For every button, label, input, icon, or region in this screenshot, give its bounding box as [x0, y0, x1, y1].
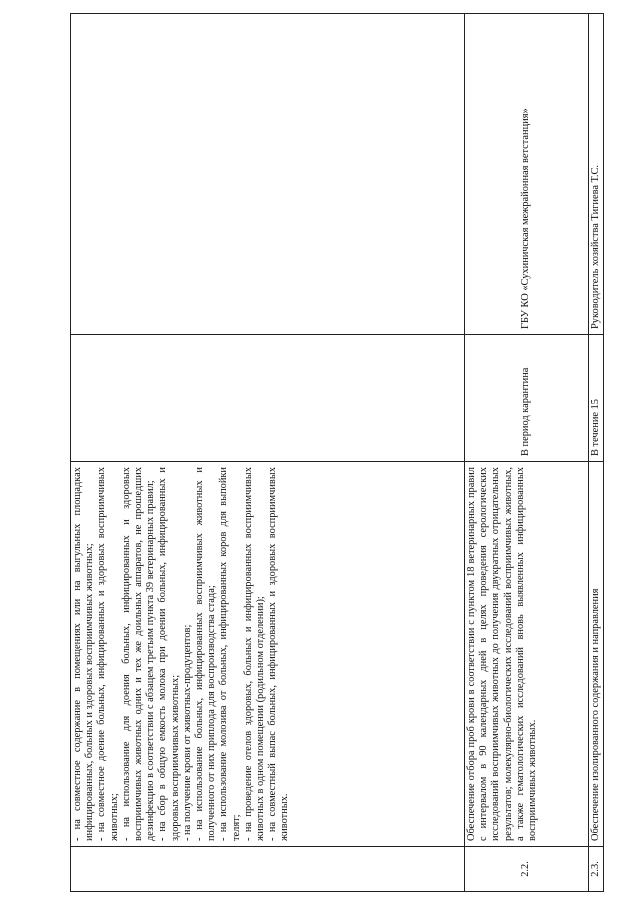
list-item: - на совместный выпас больных, инфицированных и здоровых восприимчивых животных.	[267, 467, 291, 841]
responsible-cell	[71, 14, 465, 335]
deadline-cell: В течение 15	[589, 335, 604, 462]
row-number-cell	[71, 847, 465, 892]
measures-table	[70, 13, 604, 892]
deadline-cell	[71, 335, 465, 462]
deadline-cell: В период карантина	[465, 335, 589, 462]
list-item: - на совместное содержание в помещениях или на выгульных площадках инфицированных, больных и здоровых восприимчивых животных;	[72, 467, 96, 841]
measure-text-cell: Обеспечение отбора проб крови в соответствии с пунктом 18 ветеринарных правил с интервалом в 90 календарных дней в целях проведения серологических исследований восприимчивых животных до получения двукратных отрицательных результатов; молекулярно-биологических исследований восприимчивых животных, а также гематологических исследований вновь выявленных инфицированных восприимчивых животных.	[465, 462, 589, 847]
table-row	[589, 14, 604, 892]
list-item: - на использование больных, инфицированных восприимчивых животных и полученного от них приплода для воспроизводства стада;	[194, 467, 218, 841]
list-item: - на использование молозива от больных, инфицированных коров для выпойки телят;	[218, 467, 242, 841]
row-number-cell: 2.3.	[589, 847, 604, 892]
table-row	[465, 14, 589, 892]
measure-text-cell: Обеспечение изолированного содержания и направления	[589, 462, 604, 847]
responsible-cell: Руководитель хозяйства Тигиева Т.С.	[589, 14, 604, 335]
list-item: - на совместное доение больных, инфицированных и здоровых восприимчивых животных;	[96, 467, 120, 841]
row-number-cell: 2.2.	[465, 847, 589, 892]
list-item: - на проведение отелов здоровых, больных и инфицированных восприимчивых животных в одном помещении (родильном отделении);	[242, 467, 267, 841]
table-row	[71, 14, 465, 892]
list-item: - на использование для доения больных, инфицированных и здоровых восприимчивых животных одних и тех же доильных аппаратов, не прошедших дезинфекцию в соответствии с абзацем третьим пункта 39 ветеринарных правил;	[120, 467, 157, 841]
prohibitions-list-cell	[71, 462, 465, 847]
list-item: - на сбор в общую емкость молока при доении больных, инфицированных и здоровых восприимчивых животных;	[157, 467, 181, 841]
list-item: - на получение крови от животных-продуцентов;	[181, 624, 193, 841]
responsible-cell: ГБУ КО «Сухиничская межрайонная ветстанция»	[465, 14, 589, 335]
